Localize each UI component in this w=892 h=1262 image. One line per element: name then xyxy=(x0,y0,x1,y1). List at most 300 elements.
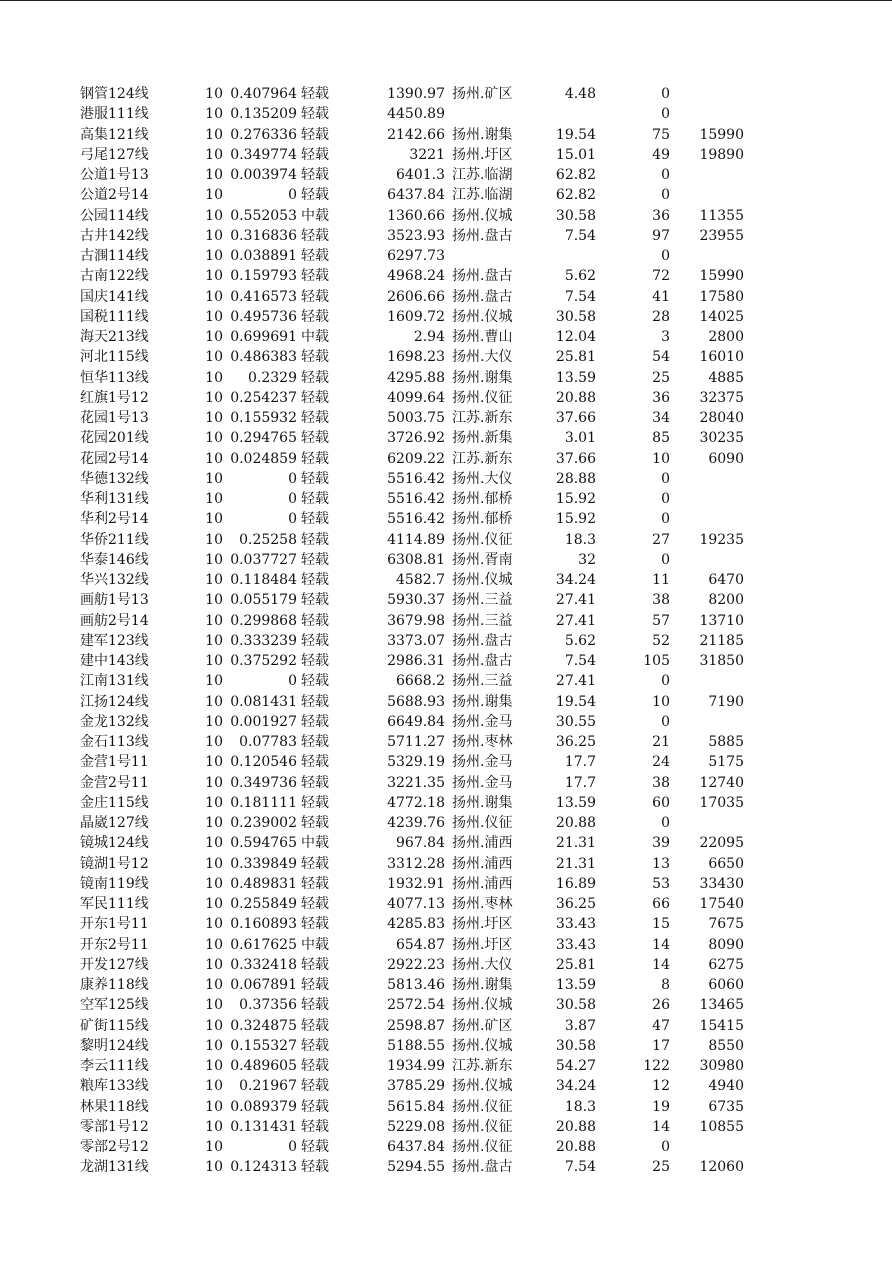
area-cell[interactable]: 扬州.仪城 xyxy=(452,308,513,325)
distance-cell[interactable]: 54.27 xyxy=(555,1058,596,1074)
load-status-cell[interactable]: 轻载 xyxy=(301,389,329,406)
area-cell[interactable]: 扬州.盘古 xyxy=(452,632,513,649)
load-status-cell[interactable]: 轻载 xyxy=(301,916,329,933)
distance-cell[interactable]: 62.82 xyxy=(555,167,596,183)
transformer-count-cell[interactable]: 0 xyxy=(661,187,670,204)
voltage-cell[interactable]: 10 xyxy=(205,875,223,892)
voltage-cell[interactable]: 10 xyxy=(205,653,223,669)
load-rate-cell[interactable]: 0.37356 xyxy=(239,997,297,1014)
distance-cell[interactable]: 3.87 xyxy=(564,1017,596,1034)
voltage-cell[interactable]: 10 xyxy=(205,815,223,831)
distance-cell[interactable]: 18.3 xyxy=(564,531,596,548)
capacity-kva-cell[interactable]: 6470 xyxy=(708,572,744,588)
distance-cell[interactable]: 15.92 xyxy=(555,511,596,528)
load-rate-cell[interactable]: 0.120546 xyxy=(230,754,297,771)
transformer-count-cell[interactable]: 75 xyxy=(652,126,670,143)
capacity-kva-cell[interactable]: 23955 xyxy=(699,227,744,244)
load-rate-cell[interactable]: 0.160893 xyxy=(230,916,297,933)
area-cell[interactable]: 扬州.盘古 xyxy=(452,288,513,305)
voltage-cell[interactable]: 10 xyxy=(205,531,223,548)
line-name-cell[interactable]: 古涠114线 xyxy=(80,248,149,264)
voltage-cell[interactable]: 10 xyxy=(205,693,223,710)
voltage-cell[interactable]: 10 xyxy=(205,329,223,345)
spare-capacity-cell[interactable]: 2922.23 xyxy=(387,956,445,973)
load-rate-cell[interactable]: 0.003974 xyxy=(230,167,297,183)
voltage-cell[interactable]: 10 xyxy=(205,1139,223,1155)
line-name-cell[interactable]: 零部2号12 xyxy=(80,1139,149,1155)
distance-cell[interactable]: 33.43 xyxy=(555,916,596,933)
area-cell[interactable]: 扬州.大仪 xyxy=(452,349,513,366)
transformer-count-cell[interactable]: 0 xyxy=(661,713,670,730)
capacity-kva-cell[interactable]: 19890 xyxy=(699,146,744,163)
distance-cell[interactable]: 20.88 xyxy=(555,1118,596,1135)
area-cell[interactable]: 扬州.郁桥 xyxy=(452,511,513,528)
load-status-cell[interactable]: 轻载 xyxy=(301,369,329,386)
voltage-cell[interactable]: 10 xyxy=(205,713,223,730)
load-status-cell[interactable]: 轻载 xyxy=(301,349,329,366)
spare-capacity-cell[interactable]: 4582.7 xyxy=(396,572,445,588)
transformer-count-cell[interactable]: 0 xyxy=(661,815,670,831)
area-cell[interactable]: 扬州.矿区 xyxy=(452,86,513,102)
capacity-kva-cell[interactable]: 6090 xyxy=(708,450,744,467)
transformer-count-cell[interactable]: 122 xyxy=(643,1058,670,1074)
capacity-kva-cell[interactable]: 13710 xyxy=(699,612,744,629)
area-cell[interactable]: 江苏.临湖 xyxy=(452,167,513,183)
capacity-kva-cell[interactable]: 6060 xyxy=(708,977,744,993)
voltage-cell[interactable]: 10 xyxy=(205,794,223,811)
line-name-cell[interactable]: 公道1号13 xyxy=(80,167,149,183)
spare-capacity-cell[interactable]: 4772.18 xyxy=(387,794,445,811)
distance-cell[interactable]: 21.31 xyxy=(555,855,596,872)
load-status-cell[interactable]: 轻载 xyxy=(301,693,329,710)
load-status-cell[interactable]: 轻载 xyxy=(301,187,329,204)
spare-capacity-cell[interactable]: 6668.2 xyxy=(396,673,445,690)
area-cell[interactable]: 扬州.浦西 xyxy=(452,875,513,892)
area-cell[interactable]: 扬州.盘古 xyxy=(452,653,513,669)
line-name-cell[interactable]: 建中143线 xyxy=(80,653,149,669)
load-status-cell[interactable]: 轻载 xyxy=(301,815,329,831)
spare-capacity-cell[interactable]: 5711.27 xyxy=(387,734,445,750)
capacity-kva-cell[interactable]: 31850 xyxy=(699,653,744,669)
distance-cell[interactable]: 30.58 xyxy=(555,207,596,224)
spare-capacity-cell[interactable]: 5294.55 xyxy=(387,1159,445,1176)
load-status-cell[interactable]: 轻载 xyxy=(301,430,329,447)
capacity-kva-cell[interactable]: 4885 xyxy=(708,369,744,386)
voltage-cell[interactable]: 10 xyxy=(205,511,223,528)
distance-cell[interactable]: 18.3 xyxy=(564,1098,596,1115)
voltage-cell[interactable]: 10 xyxy=(205,956,223,973)
capacity-kva-cell[interactable]: 15990 xyxy=(699,268,744,285)
area-cell[interactable]: 江苏.新东 xyxy=(452,410,513,426)
spare-capacity-cell[interactable]: 1698.23 xyxy=(387,349,445,366)
transformer-count-cell[interactable]: 0 xyxy=(661,673,670,690)
distance-cell[interactable]: 20.88 xyxy=(555,389,596,406)
distance-cell[interactable]: 7.54 xyxy=(564,653,596,669)
transformer-count-cell[interactable]: 54 xyxy=(652,349,670,366)
distance-cell[interactable]: 3.01 xyxy=(564,430,596,447)
spare-capacity-cell[interactable]: 3373.07 xyxy=(387,632,445,649)
load-rate-cell[interactable]: 0.159793 xyxy=(230,268,297,285)
area-cell[interactable]: 扬州.枣林 xyxy=(452,896,513,912)
voltage-cell[interactable]: 10 xyxy=(205,916,223,933)
voltage-cell[interactable]: 10 xyxy=(205,86,223,102)
transformer-count-cell[interactable]: 41 xyxy=(652,288,670,305)
load-rate-cell[interactable]: 0.552053 xyxy=(230,207,297,224)
distance-cell[interactable]: 34.24 xyxy=(555,1078,596,1095)
load-status-cell[interactable]: 轻载 xyxy=(301,531,329,548)
area-cell[interactable]: 扬州.盘古 xyxy=(452,227,513,244)
transformer-count-cell[interactable]: 0 xyxy=(661,106,670,123)
area-cell[interactable]: 扬州.谢集 xyxy=(452,369,513,386)
voltage-cell[interactable]: 10 xyxy=(205,308,223,325)
load-rate-cell[interactable]: 0.276336 xyxy=(230,126,297,143)
distance-cell[interactable]: 32 xyxy=(578,551,596,568)
load-status-cell[interactable]: 轻载 xyxy=(301,1098,329,1115)
load-status-cell[interactable]: 轻载 xyxy=(301,410,329,426)
line-name-cell[interactable]: 河北115线 xyxy=(80,349,149,366)
load-rate-cell[interactable]: 0.255849 xyxy=(230,896,297,912)
area-cell[interactable]: 扬州.仪征 xyxy=(452,1098,513,1115)
capacity-kva-cell[interactable]: 10855 xyxy=(699,1118,744,1135)
load-status-cell[interactable]: 轻载 xyxy=(301,1139,329,1155)
load-rate-cell[interactable]: 0.181111 xyxy=(230,794,297,811)
load-status-cell[interactable]: 轻载 xyxy=(301,126,329,143)
capacity-kva-cell[interactable]: 8550 xyxy=(708,1037,744,1054)
line-name-cell[interactable]: 李云111线 xyxy=(80,1058,149,1074)
voltage-cell[interactable]: 10 xyxy=(205,288,223,305)
distance-cell[interactable]: 5.62 xyxy=(564,632,596,649)
spare-capacity-cell[interactable]: 3523.93 xyxy=(387,227,445,244)
voltage-cell[interactable]: 10 xyxy=(205,1118,223,1135)
load-status-cell[interactable]: 轻载 xyxy=(301,1078,329,1095)
distance-cell[interactable]: 15.92 xyxy=(555,491,596,507)
spare-capacity-cell[interactable]: 654.87 xyxy=(396,936,445,953)
transformer-count-cell[interactable]: 3 xyxy=(661,329,670,345)
spare-capacity-cell[interactable]: 1932.91 xyxy=(387,875,445,892)
area-cell[interactable]: 扬州.浦西 xyxy=(452,835,513,852)
load-status-cell[interactable]: 轻载 xyxy=(301,1159,329,1176)
load-status-cell[interactable]: 轻载 xyxy=(301,167,329,183)
voltage-cell[interactable]: 10 xyxy=(205,227,223,244)
capacity-kva-cell[interactable]: 30235 xyxy=(699,430,744,447)
load-rate-cell[interactable]: 0.375292 xyxy=(230,653,297,669)
voltage-cell[interactable]: 10 xyxy=(205,248,223,264)
spare-capacity-cell[interactable]: 4295.88 xyxy=(387,369,445,386)
line-name-cell[interactable]: 镜南119线 xyxy=(80,875,149,892)
spare-capacity-cell[interactable]: 1390.97 xyxy=(387,86,445,102)
voltage-cell[interactable]: 10 xyxy=(205,1098,223,1115)
load-status-cell[interactable]: 轻载 xyxy=(301,632,329,649)
capacity-kva-cell[interactable]: 5175 xyxy=(708,754,744,771)
spare-capacity-cell[interactable]: 6649.84 xyxy=(387,713,445,730)
line-name-cell[interactable]: 开发127线 xyxy=(80,956,149,973)
line-name-cell[interactable]: 画舫1号13 xyxy=(80,592,149,609)
load-rate-cell[interactable]: 0.294765 xyxy=(230,430,297,447)
load-rate-cell[interactable]: 0.038891 xyxy=(230,248,297,264)
load-rate-cell[interactable]: 0.155327 xyxy=(230,1037,297,1054)
voltage-cell[interactable]: 10 xyxy=(205,268,223,285)
distance-cell[interactable]: 12.04 xyxy=(555,329,596,345)
voltage-cell[interactable]: 10 xyxy=(205,936,223,953)
spare-capacity-cell[interactable]: 2606.66 xyxy=(387,288,445,305)
load-status-cell[interactable]: 轻载 xyxy=(301,146,329,163)
load-status-cell[interactable]: 轻载 xyxy=(301,227,329,244)
distance-cell[interactable]: 7.54 xyxy=(564,288,596,305)
line-name-cell[interactable]: 金庄115线 xyxy=(80,794,149,811)
capacity-kva-cell[interactable]: 33430 xyxy=(699,875,744,892)
transformer-count-cell[interactable]: 0 xyxy=(661,491,670,507)
spare-capacity-cell[interactable]: 6401.3 xyxy=(396,167,445,183)
load-rate-cell[interactable]: 0.055179 xyxy=(230,592,297,609)
transformer-count-cell[interactable]: 38 xyxy=(652,592,670,609)
distance-cell[interactable]: 37.66 xyxy=(555,450,596,467)
load-status-cell[interactable]: 轻载 xyxy=(301,592,329,609)
load-status-cell[interactable]: 轻载 xyxy=(301,977,329,993)
capacity-kva-cell[interactable]: 17540 xyxy=(699,896,744,912)
line-name-cell[interactable]: 红旗1号12 xyxy=(80,389,149,406)
line-name-cell[interactable]: 国庆141线 xyxy=(80,288,149,305)
line-name-cell[interactable]: 晶崴127线 xyxy=(80,815,149,831)
load-status-cell[interactable]: 轻载 xyxy=(301,734,329,750)
capacity-kva-cell[interactable]: 32375 xyxy=(699,389,744,406)
line-name-cell[interactable]: 金龙132线 xyxy=(80,713,149,730)
area-cell[interactable]: 扬州.矿区 xyxy=(452,1017,513,1034)
spare-capacity-cell[interactable]: 6437.84 xyxy=(387,1139,445,1155)
voltage-cell[interactable]: 10 xyxy=(205,835,223,852)
transformer-count-cell[interactable]: 21 xyxy=(652,734,670,750)
voltage-cell[interactable]: 10 xyxy=(205,1037,223,1054)
capacity-kva-cell[interactable]: 5885 xyxy=(708,734,744,750)
spare-capacity-cell[interactable]: 4968.24 xyxy=(387,268,445,285)
spare-capacity-cell[interactable]: 2142.66 xyxy=(387,126,445,143)
capacity-kva-cell[interactable]: 8200 xyxy=(708,592,744,609)
area-cell[interactable]: 扬州.仪城 xyxy=(452,1078,513,1095)
line-name-cell[interactable]: 恒华113线 xyxy=(80,369,149,386)
spare-capacity-cell[interactable]: 6209.22 xyxy=(387,450,445,467)
load-rate-cell[interactable]: 0.594765 xyxy=(230,835,297,852)
transformer-count-cell[interactable]: 19 xyxy=(652,1098,670,1115)
load-rate-cell[interactable]: 0 xyxy=(288,491,297,507)
load-rate-cell[interactable]: 0.316836 xyxy=(230,227,297,244)
transformer-count-cell[interactable]: 13 xyxy=(652,855,670,872)
capacity-kva-cell[interactable]: 6275 xyxy=(708,956,744,973)
line-name-cell[interactable]: 花园201线 xyxy=(80,430,149,447)
load-status-cell[interactable]: 轻载 xyxy=(301,855,329,872)
transformer-count-cell[interactable]: 25 xyxy=(652,369,670,386)
voltage-cell[interactable]: 10 xyxy=(205,430,223,447)
line-name-cell[interactable]: 画舫2号14 xyxy=(80,612,149,629)
transformer-count-cell[interactable]: 28 xyxy=(652,308,670,325)
area-cell[interactable]: 扬州.大仪 xyxy=(452,956,513,973)
load-rate-cell[interactable]: 0 xyxy=(288,187,297,204)
load-status-cell[interactable]: 轻载 xyxy=(301,997,329,1014)
capacity-kva-cell[interactable]: 22095 xyxy=(699,835,744,852)
transformer-count-cell[interactable]: 14 xyxy=(652,1118,670,1135)
area-cell[interactable]: 扬州.圩区 xyxy=(452,916,513,933)
spare-capacity-cell[interactable]: 3221 xyxy=(409,146,445,163)
capacity-kva-cell[interactable]: 30980 xyxy=(699,1058,744,1074)
area-cell[interactable]: 扬州.金马 xyxy=(452,774,513,791)
voltage-cell[interactable]: 10 xyxy=(205,551,223,568)
area-cell[interactable]: 扬州.枣林 xyxy=(452,734,513,750)
transformer-count-cell[interactable]: 47 xyxy=(652,1017,670,1034)
area-cell[interactable]: 扬州.仪城 xyxy=(452,1037,513,1054)
distance-cell[interactable]: 36.25 xyxy=(555,734,596,750)
line-name-cell[interactable]: 古井142线 xyxy=(80,227,149,244)
spare-capacity-cell[interactable]: 6297.73 xyxy=(387,248,445,264)
load-rate-cell[interactable]: 0.299868 xyxy=(230,612,297,629)
line-name-cell[interactable]: 公园114线 xyxy=(80,207,149,224)
load-rate-cell[interactable]: 0 xyxy=(288,1139,297,1155)
load-rate-cell[interactable]: 0.155932 xyxy=(230,410,297,426)
load-rate-cell[interactable]: 0.07783 xyxy=(239,734,297,750)
transformer-count-cell[interactable]: 57 xyxy=(652,612,670,629)
area-cell[interactable]: 扬州.三益 xyxy=(452,673,513,690)
distance-cell[interactable]: 15.01 xyxy=(555,146,596,163)
load-rate-cell[interactable]: 0.067891 xyxy=(230,977,297,993)
load-rate-cell[interactable]: 0.617625 xyxy=(230,936,297,953)
distance-cell[interactable]: 36.25 xyxy=(555,896,596,912)
area-cell[interactable]: 扬州.仪城 xyxy=(452,207,513,224)
line-name-cell[interactable]: 金营2号11 xyxy=(80,774,149,791)
line-name-cell[interactable]: 花园1号13 xyxy=(80,410,149,426)
voltage-cell[interactable]: 10 xyxy=(205,410,223,426)
spare-capacity-cell[interactable]: 4077.13 xyxy=(387,896,445,912)
load-status-cell[interactable]: 轻载 xyxy=(301,450,329,467)
spare-capacity-cell[interactable]: 6437.84 xyxy=(387,187,445,204)
load-status-cell[interactable]: 中载 xyxy=(301,835,329,852)
voltage-cell[interactable]: 10 xyxy=(205,470,223,487)
voltage-cell[interactable]: 10 xyxy=(205,896,223,912)
load-rate-cell[interactable]: 0.001927 xyxy=(230,713,297,730)
load-status-cell[interactable]: 中载 xyxy=(301,207,329,224)
load-rate-cell[interactable]: 0.254237 xyxy=(230,389,297,406)
spare-capacity-cell[interactable]: 2.94 xyxy=(413,329,445,345)
distance-cell[interactable]: 34.24 xyxy=(555,572,596,588)
line-name-cell[interactable]: 康养118线 xyxy=(80,977,149,993)
load-status-cell[interactable]: 轻载 xyxy=(301,612,329,629)
voltage-cell[interactable]: 10 xyxy=(205,774,223,791)
area-cell[interactable]: 扬州.三益 xyxy=(452,612,513,629)
area-cell[interactable]: 扬州.仪征 xyxy=(452,815,513,831)
distance-cell[interactable]: 30.55 xyxy=(555,713,596,730)
transformer-count-cell[interactable]: 72 xyxy=(652,268,670,285)
line-name-cell[interactable]: 江扬124线 xyxy=(80,693,149,710)
load-rate-cell[interactable]: 0.332418 xyxy=(230,956,297,973)
distance-cell[interactable]: 7.54 xyxy=(564,1159,596,1176)
area-cell[interactable]: 扬州.谢集 xyxy=(452,794,513,811)
voltage-cell[interactable]: 10 xyxy=(205,977,223,993)
area-cell[interactable]: 扬州.谢集 xyxy=(452,977,513,993)
area-cell[interactable]: 扬州.仪征 xyxy=(452,1139,513,1155)
spare-capacity-cell[interactable]: 967.84 xyxy=(396,835,445,852)
transformer-count-cell[interactable]: 27 xyxy=(652,531,670,548)
transformer-count-cell[interactable]: 85 xyxy=(652,430,670,447)
distance-cell[interactable]: 17.7 xyxy=(564,774,596,791)
distance-cell[interactable]: 30.58 xyxy=(555,1037,596,1054)
distance-cell[interactable]: 30.58 xyxy=(555,997,596,1014)
load-status-cell[interactable]: 轻载 xyxy=(301,551,329,568)
load-rate-cell[interactable]: 0.21967 xyxy=(239,1078,297,1095)
line-name-cell[interactable]: 粮库133线 xyxy=(80,1078,149,1095)
distance-cell[interactable]: 19.54 xyxy=(555,126,596,143)
voltage-cell[interactable]: 10 xyxy=(205,106,223,123)
spare-capacity-cell[interactable]: 4285.83 xyxy=(387,916,445,933)
area-cell[interactable]: 扬州.仪城 xyxy=(452,997,513,1014)
line-name-cell[interactable]: 华德132线 xyxy=(80,470,149,487)
capacity-kva-cell[interactable]: 12740 xyxy=(699,774,744,791)
load-status-cell[interactable]: 轻载 xyxy=(301,774,329,791)
transformer-count-cell[interactable]: 10 xyxy=(652,450,670,467)
transformer-count-cell[interactable]: 12 xyxy=(652,1078,670,1095)
load-status-cell[interactable]: 轻载 xyxy=(301,248,329,264)
line-name-cell[interactable]: 国税111线 xyxy=(80,308,149,325)
distance-cell[interactable]: 28.88 xyxy=(555,470,596,487)
voltage-cell[interactable]: 10 xyxy=(205,491,223,507)
distance-cell[interactable]: 20.88 xyxy=(555,815,596,831)
voltage-cell[interactable]: 10 xyxy=(205,1058,223,1074)
area-cell[interactable]: 扬州.仪征 xyxy=(452,389,513,406)
line-name-cell[interactable]: 海天213线 xyxy=(80,329,149,345)
line-name-cell[interactable]: 钢管124线 xyxy=(80,86,149,102)
spare-capacity-cell[interactable]: 1934.99 xyxy=(387,1058,445,1074)
capacity-kva-cell[interactable]: 11355 xyxy=(699,207,744,224)
load-status-cell[interactable]: 轻载 xyxy=(301,875,329,892)
transformer-count-cell[interactable]: 66 xyxy=(652,896,670,912)
area-cell[interactable]: 扬州.盘古 xyxy=(452,268,513,285)
area-cell[interactable]: 扬州.金马 xyxy=(452,754,513,771)
line-name-cell[interactable]: 建军123线 xyxy=(80,632,149,649)
capacity-kva-cell[interactable]: 28040 xyxy=(699,410,744,426)
capacity-kva-cell[interactable]: 7675 xyxy=(708,916,744,933)
transformer-count-cell[interactable]: 17 xyxy=(652,1037,670,1054)
load-rate-cell[interactable]: 0.495736 xyxy=(230,308,297,325)
voltage-cell[interactable]: 10 xyxy=(205,1078,223,1095)
area-cell[interactable]: 扬州.仪征 xyxy=(452,531,513,548)
spare-capacity-cell[interactable]: 4239.76 xyxy=(387,815,445,831)
load-rate-cell[interactable]: 0.333239 xyxy=(230,632,297,649)
load-status-cell[interactable]: 轻载 xyxy=(301,1118,329,1135)
distance-cell[interactable]: 25.81 xyxy=(555,349,596,366)
voltage-cell[interactable]: 10 xyxy=(205,126,223,143)
distance-cell[interactable]: 19.54 xyxy=(555,693,596,710)
load-status-cell[interactable]: 中载 xyxy=(301,936,329,953)
transformer-count-cell[interactable]: 0 xyxy=(661,470,670,487)
line-name-cell[interactable]: 黎明124线 xyxy=(80,1037,149,1054)
load-rate-cell[interactable]: 0.349736 xyxy=(230,774,297,791)
load-rate-cell[interactable]: 0.081431 xyxy=(230,693,297,710)
line-name-cell[interactable]: 林果118线 xyxy=(80,1098,149,1115)
area-cell[interactable]: 扬州.曹山 xyxy=(452,329,513,345)
spare-capacity-cell[interactable]: 4114.89 xyxy=(387,531,445,548)
line-name-cell[interactable]: 华利2号14 xyxy=(80,511,149,528)
transformer-count-cell[interactable]: 0 xyxy=(661,248,670,264)
transformer-count-cell[interactable]: 0 xyxy=(661,86,670,102)
area-cell[interactable]: 扬州.盘古 xyxy=(452,1159,513,1176)
load-rate-cell[interactable]: 0 xyxy=(288,470,297,487)
distance-cell[interactable]: 62.82 xyxy=(555,187,596,204)
spare-capacity-cell[interactable]: 5188.55 xyxy=(387,1037,445,1054)
load-status-cell[interactable]: 轻载 xyxy=(301,754,329,771)
load-rate-cell[interactable]: 0.118484 xyxy=(230,572,297,588)
load-status-cell[interactable]: 轻载 xyxy=(301,896,329,912)
transformer-count-cell[interactable]: 0 xyxy=(661,511,670,528)
transformer-count-cell[interactable]: 14 xyxy=(652,956,670,973)
distance-cell[interactable]: 37.66 xyxy=(555,410,596,426)
capacity-kva-cell[interactable]: 21185 xyxy=(699,632,744,649)
area-cell[interactable]: 扬州.郁桥 xyxy=(452,491,513,507)
load-status-cell[interactable]: 轻载 xyxy=(301,1037,329,1054)
